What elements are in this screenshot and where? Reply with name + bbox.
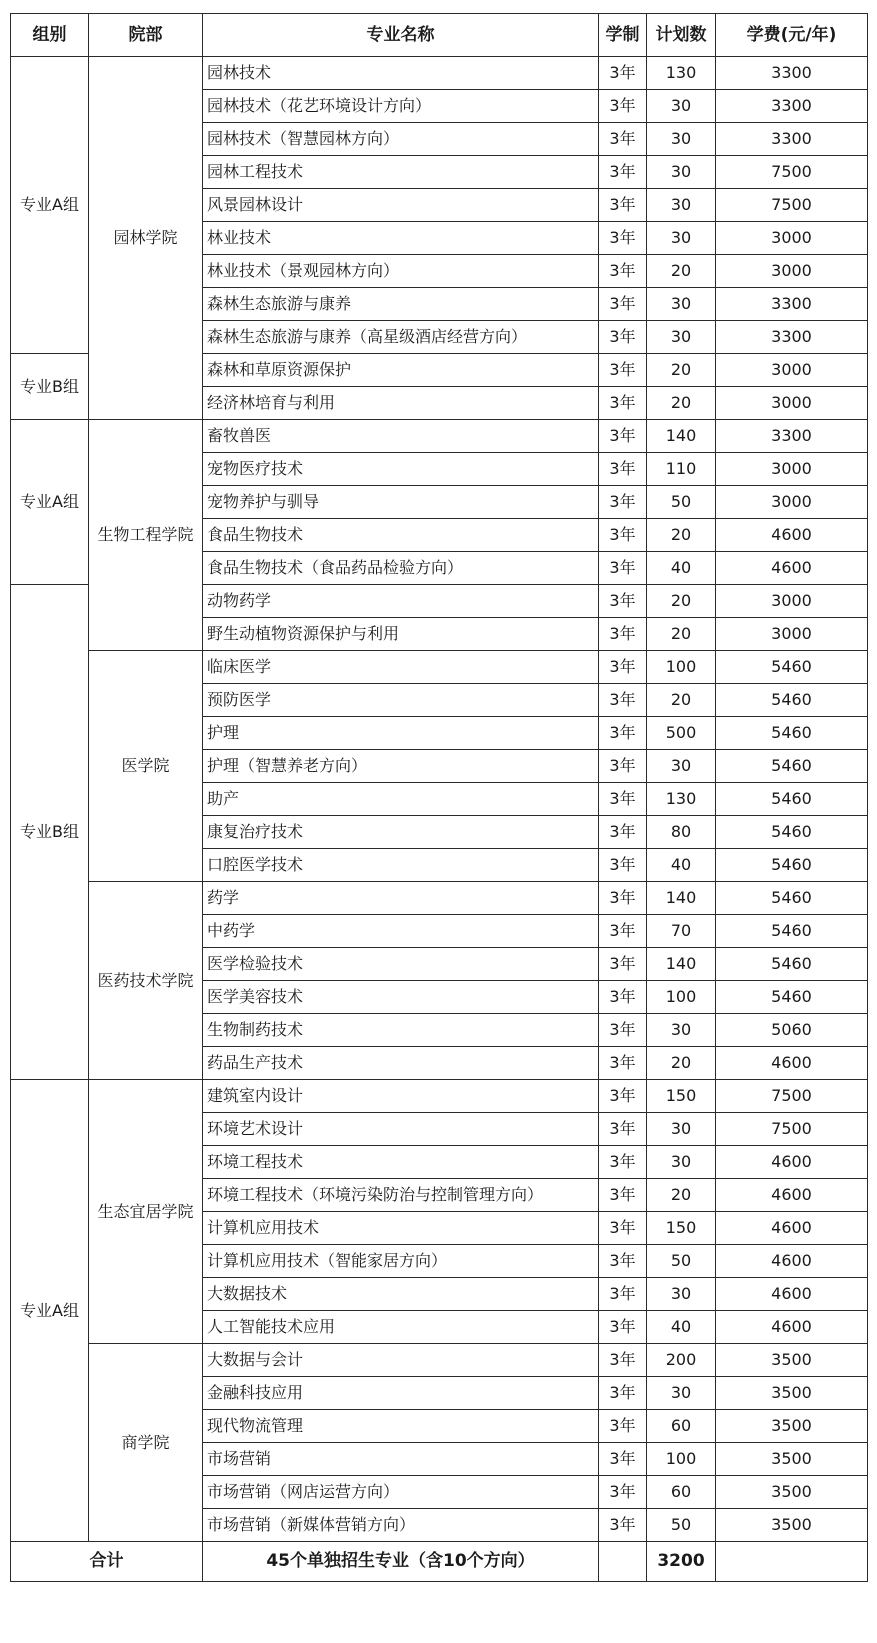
table-row	[11, 1080, 868, 1113]
major-cell: 护理	[203, 717, 599, 750]
group-cell: 专业B组	[11, 585, 89, 1080]
major-cell: 畜牧兽医	[203, 420, 599, 453]
duration-cell: 3年	[599, 552, 647, 585]
plan-cell: 30	[647, 1014, 716, 1047]
fee-cell: 5460	[716, 684, 868, 717]
fee-cell: 3000	[716, 618, 868, 651]
major-cell: 森林生态旅游与康养（高星级酒店经营方向）	[203, 321, 599, 354]
major-cell: 园林技术（花艺环境设计方向）	[203, 90, 599, 123]
fee-cell: 3300	[716, 420, 868, 453]
duration-cell: 3年	[599, 849, 647, 882]
major-cell: 大数据技术	[203, 1278, 599, 1311]
duration-cell: 3年	[599, 717, 647, 750]
plan-cell: 30	[647, 750, 716, 783]
table-row	[11, 651, 868, 684]
plan-cell: 140	[647, 420, 716, 453]
duration-cell: 3年	[599, 1080, 647, 1113]
fee-cell: 5460	[716, 981, 868, 1014]
total-summary: 45个单独招生专业（含10个方向）	[203, 1542, 599, 1582]
duration-cell: 3年	[599, 123, 647, 156]
fee-cell: 3000	[716, 255, 868, 288]
major-cell: 建筑室内设计	[203, 1080, 599, 1113]
fee-cell: 5060	[716, 1014, 868, 1047]
major-cell: 金融科技应用	[203, 1377, 599, 1410]
plan-cell: 30	[647, 222, 716, 255]
duration-cell: 3年	[599, 222, 647, 255]
duration-cell: 3年	[599, 585, 647, 618]
plan-cell: 150	[647, 1212, 716, 1245]
fee-cell: 4600	[716, 1212, 868, 1245]
duration-cell: 3年	[599, 1146, 647, 1179]
major-cell: 康复治疗技术	[203, 816, 599, 849]
fee-cell: 3500	[716, 1344, 868, 1377]
major-cell: 药学	[203, 882, 599, 915]
duration-cell: 3年	[599, 816, 647, 849]
duration-cell: 3年	[599, 618, 647, 651]
header-group: 组别	[11, 14, 89, 57]
table-body	[11, 57, 868, 1542]
plan-cell: 100	[647, 981, 716, 1014]
fee-cell: 3000	[716, 486, 868, 519]
header-college: 院部	[89, 14, 203, 57]
table-row	[11, 882, 868, 915]
fee-cell: 4600	[716, 1278, 868, 1311]
major-cell: 森林生态旅游与康养	[203, 288, 599, 321]
fee-cell: 3300	[716, 57, 868, 90]
college-cell: 医药技术学院	[89, 882, 203, 1080]
fee-cell: 7500	[716, 1080, 868, 1113]
group-cell: 专业A组	[11, 57, 89, 354]
duration-cell: 3年	[599, 156, 647, 189]
fee-cell: 4600	[716, 1146, 868, 1179]
fee-cell: 3500	[716, 1476, 868, 1509]
plan-cell: 50	[647, 1509, 716, 1542]
duration-cell: 3年	[599, 1245, 647, 1278]
duration-cell: 3年	[599, 90, 647, 123]
duration-cell: 3年	[599, 1443, 647, 1476]
fee-cell: 4600	[716, 1245, 868, 1278]
fee-cell: 5460	[716, 783, 868, 816]
total-fee-empty	[716, 1542, 868, 1582]
college-cell: 生物工程学院	[89, 420, 203, 651]
plan-cell: 20	[647, 255, 716, 288]
fee-cell: 5460	[716, 915, 868, 948]
duration-cell: 3年	[599, 1113, 647, 1146]
plan-cell: 110	[647, 453, 716, 486]
major-cell: 食品生物技术（食品药品检验方向）	[203, 552, 599, 585]
fee-cell: 4600	[716, 552, 868, 585]
duration-cell: 3年	[599, 684, 647, 717]
major-cell: 市场营销	[203, 1443, 599, 1476]
major-cell: 中药学	[203, 915, 599, 948]
college-cell: 园林学院	[89, 57, 203, 420]
college-cell: 生态宜居学院	[89, 1080, 203, 1344]
header-plan: 计划数	[647, 14, 716, 57]
major-cell: 林业技术（景观园林方向）	[203, 255, 599, 288]
fee-cell: 3300	[716, 288, 868, 321]
fee-cell: 5460	[716, 651, 868, 684]
fee-cell: 7500	[716, 156, 868, 189]
plan-cell: 30	[647, 1113, 716, 1146]
plan-cell: 30	[647, 1377, 716, 1410]
table-row	[11, 1344, 868, 1377]
total-row	[11, 1542, 868, 1582]
fee-cell: 5460	[716, 816, 868, 849]
plan-cell: 200	[647, 1344, 716, 1377]
plan-cell: 40	[647, 849, 716, 882]
fee-cell: 3000	[716, 354, 868, 387]
total-duration-empty	[599, 1542, 647, 1582]
major-cell: 经济林培育与利用	[203, 387, 599, 420]
major-cell: 药品生产技术	[203, 1047, 599, 1080]
duration-cell: 3年	[599, 1410, 647, 1443]
major-cell: 环境艺术设计	[203, 1113, 599, 1146]
fee-cell: 5460	[716, 750, 868, 783]
duration-cell: 3年	[599, 882, 647, 915]
fee-cell: 5460	[716, 948, 868, 981]
group-cell: 专业A组	[11, 1080, 89, 1542]
major-cell: 园林技术（智慧园林方向）	[203, 123, 599, 156]
plan-cell: 20	[647, 684, 716, 717]
plan-cell: 150	[647, 1080, 716, 1113]
major-cell: 生物制药技术	[203, 1014, 599, 1047]
duration-cell: 3年	[599, 453, 647, 486]
plan-cell: 30	[647, 123, 716, 156]
major-cell: 林业技术	[203, 222, 599, 255]
duration-cell: 3年	[599, 321, 647, 354]
plan-cell: 40	[647, 1311, 716, 1344]
major-cell: 园林技术	[203, 57, 599, 90]
fee-cell: 3500	[716, 1509, 868, 1542]
duration-cell: 3年	[599, 1014, 647, 1047]
fee-cell: 5460	[716, 717, 868, 750]
duration-cell: 3年	[599, 1476, 647, 1509]
plan-cell: 60	[647, 1476, 716, 1509]
fee-cell: 3000	[716, 453, 868, 486]
fee-cell: 3500	[716, 1410, 868, 1443]
fee-cell: 5460	[716, 849, 868, 882]
fee-cell: 7500	[716, 189, 868, 222]
duration-cell: 3年	[599, 1278, 647, 1311]
plan-cell: 20	[647, 519, 716, 552]
fee-cell: 3500	[716, 1443, 868, 1476]
total-label: 合计	[11, 1542, 203, 1582]
plan-cell: 140	[647, 882, 716, 915]
total-plan: 3200	[647, 1542, 716, 1582]
header-fee: 学费(元/年)	[716, 14, 868, 57]
major-cell: 医学检验技术	[203, 948, 599, 981]
header-row	[11, 14, 868, 57]
major-cell: 计算机应用技术（智能家居方向）	[203, 1245, 599, 1278]
major-cell: 环境工程技术（环境污染防治与控制管理方向）	[203, 1179, 599, 1212]
fee-cell: 3300	[716, 90, 868, 123]
major-cell: 市场营销（网店运营方向）	[203, 1476, 599, 1509]
group-cell: 专业A组	[11, 420, 89, 585]
plan-cell: 60	[647, 1410, 716, 1443]
fee-cell: 5460	[716, 882, 868, 915]
major-cell: 风景园林设计	[203, 189, 599, 222]
major-cell: 动物药学	[203, 585, 599, 618]
duration-cell: 3年	[599, 1344, 647, 1377]
college-cell: 商学院	[89, 1344, 203, 1542]
duration-cell: 3年	[599, 981, 647, 1014]
major-cell: 口腔医学技术	[203, 849, 599, 882]
major-cell: 计算机应用技术	[203, 1212, 599, 1245]
fee-cell: 4600	[716, 1311, 868, 1344]
plan-cell: 30	[647, 189, 716, 222]
duration-cell: 3年	[599, 1179, 647, 1212]
duration-cell: 3年	[599, 354, 647, 387]
plan-cell: 30	[647, 288, 716, 321]
header-duration: 学制	[599, 14, 647, 57]
plan-cell: 20	[647, 1179, 716, 1212]
enrollment-plan-table	[10, 13, 868, 1582]
group-cell: 专业B组	[11, 354, 89, 420]
plan-cell: 140	[647, 948, 716, 981]
duration-cell: 3年	[599, 189, 647, 222]
plan-cell: 40	[647, 552, 716, 585]
duration-cell: 3年	[599, 255, 647, 288]
major-cell: 人工智能技术应用	[203, 1311, 599, 1344]
plan-cell: 50	[647, 1245, 716, 1278]
fee-cell: 7500	[716, 1113, 868, 1146]
plan-cell: 50	[647, 486, 716, 519]
major-cell: 园林工程技术	[203, 156, 599, 189]
fee-cell: 4600	[716, 1179, 868, 1212]
fee-cell: 3000	[716, 585, 868, 618]
college-cell: 医学院	[89, 651, 203, 882]
major-cell: 市场营销（新媒体营销方向）	[203, 1509, 599, 1542]
duration-cell: 3年	[599, 519, 647, 552]
major-cell: 宠物养护与驯导	[203, 486, 599, 519]
duration-cell: 3年	[599, 783, 647, 816]
major-cell: 大数据与会计	[203, 1344, 599, 1377]
fee-cell: 3300	[716, 123, 868, 156]
duration-cell: 3年	[599, 486, 647, 519]
duration-cell: 3年	[599, 1377, 647, 1410]
major-cell: 护理（智慧养老方向）	[203, 750, 599, 783]
major-cell: 现代物流管理	[203, 1410, 599, 1443]
plan-cell: 30	[647, 156, 716, 189]
plan-cell: 30	[647, 1146, 716, 1179]
fee-cell: 3000	[716, 222, 868, 255]
major-cell: 预防医学	[203, 684, 599, 717]
major-cell: 临床医学	[203, 651, 599, 684]
fee-cell: 3500	[716, 1377, 868, 1410]
plan-cell: 100	[647, 651, 716, 684]
table-row	[11, 57, 868, 90]
duration-cell: 3年	[599, 1212, 647, 1245]
duration-cell: 3年	[599, 288, 647, 321]
plan-cell: 20	[647, 618, 716, 651]
major-cell: 野生动植物资源保护与利用	[203, 618, 599, 651]
plan-cell: 70	[647, 915, 716, 948]
major-cell: 宠物医疗技术	[203, 453, 599, 486]
duration-cell: 3年	[599, 387, 647, 420]
duration-cell: 3年	[599, 57, 647, 90]
plan-cell: 30	[647, 321, 716, 354]
duration-cell: 3年	[599, 651, 647, 684]
duration-cell: 3年	[599, 948, 647, 981]
duration-cell: 3年	[599, 915, 647, 948]
fee-cell: 4600	[716, 1047, 868, 1080]
duration-cell: 3年	[599, 1509, 647, 1542]
major-cell: 医学美容技术	[203, 981, 599, 1014]
plan-cell: 20	[647, 387, 716, 420]
plan-cell: 30	[647, 90, 716, 123]
header-major: 专业名称	[203, 14, 599, 57]
fee-cell: 4600	[716, 519, 868, 552]
plan-cell: 80	[647, 816, 716, 849]
major-cell: 环境工程技术	[203, 1146, 599, 1179]
major-cell: 食品生物技术	[203, 519, 599, 552]
fee-cell: 3000	[716, 387, 868, 420]
plan-cell: 30	[647, 1278, 716, 1311]
duration-cell: 3年	[599, 420, 647, 453]
fee-cell: 3300	[716, 321, 868, 354]
plan-cell: 20	[647, 585, 716, 618]
plan-cell: 130	[647, 57, 716, 90]
plan-cell: 100	[647, 1443, 716, 1476]
duration-cell: 3年	[599, 1311, 647, 1344]
plan-cell: 20	[647, 354, 716, 387]
duration-cell: 3年	[599, 750, 647, 783]
plan-cell: 130	[647, 783, 716, 816]
major-cell: 森林和草原资源保护	[203, 354, 599, 387]
duration-cell: 3年	[599, 1047, 647, 1080]
table-row	[11, 420, 868, 453]
plan-cell: 20	[647, 1047, 716, 1080]
major-cell: 助产	[203, 783, 599, 816]
plan-cell: 500	[647, 717, 716, 750]
